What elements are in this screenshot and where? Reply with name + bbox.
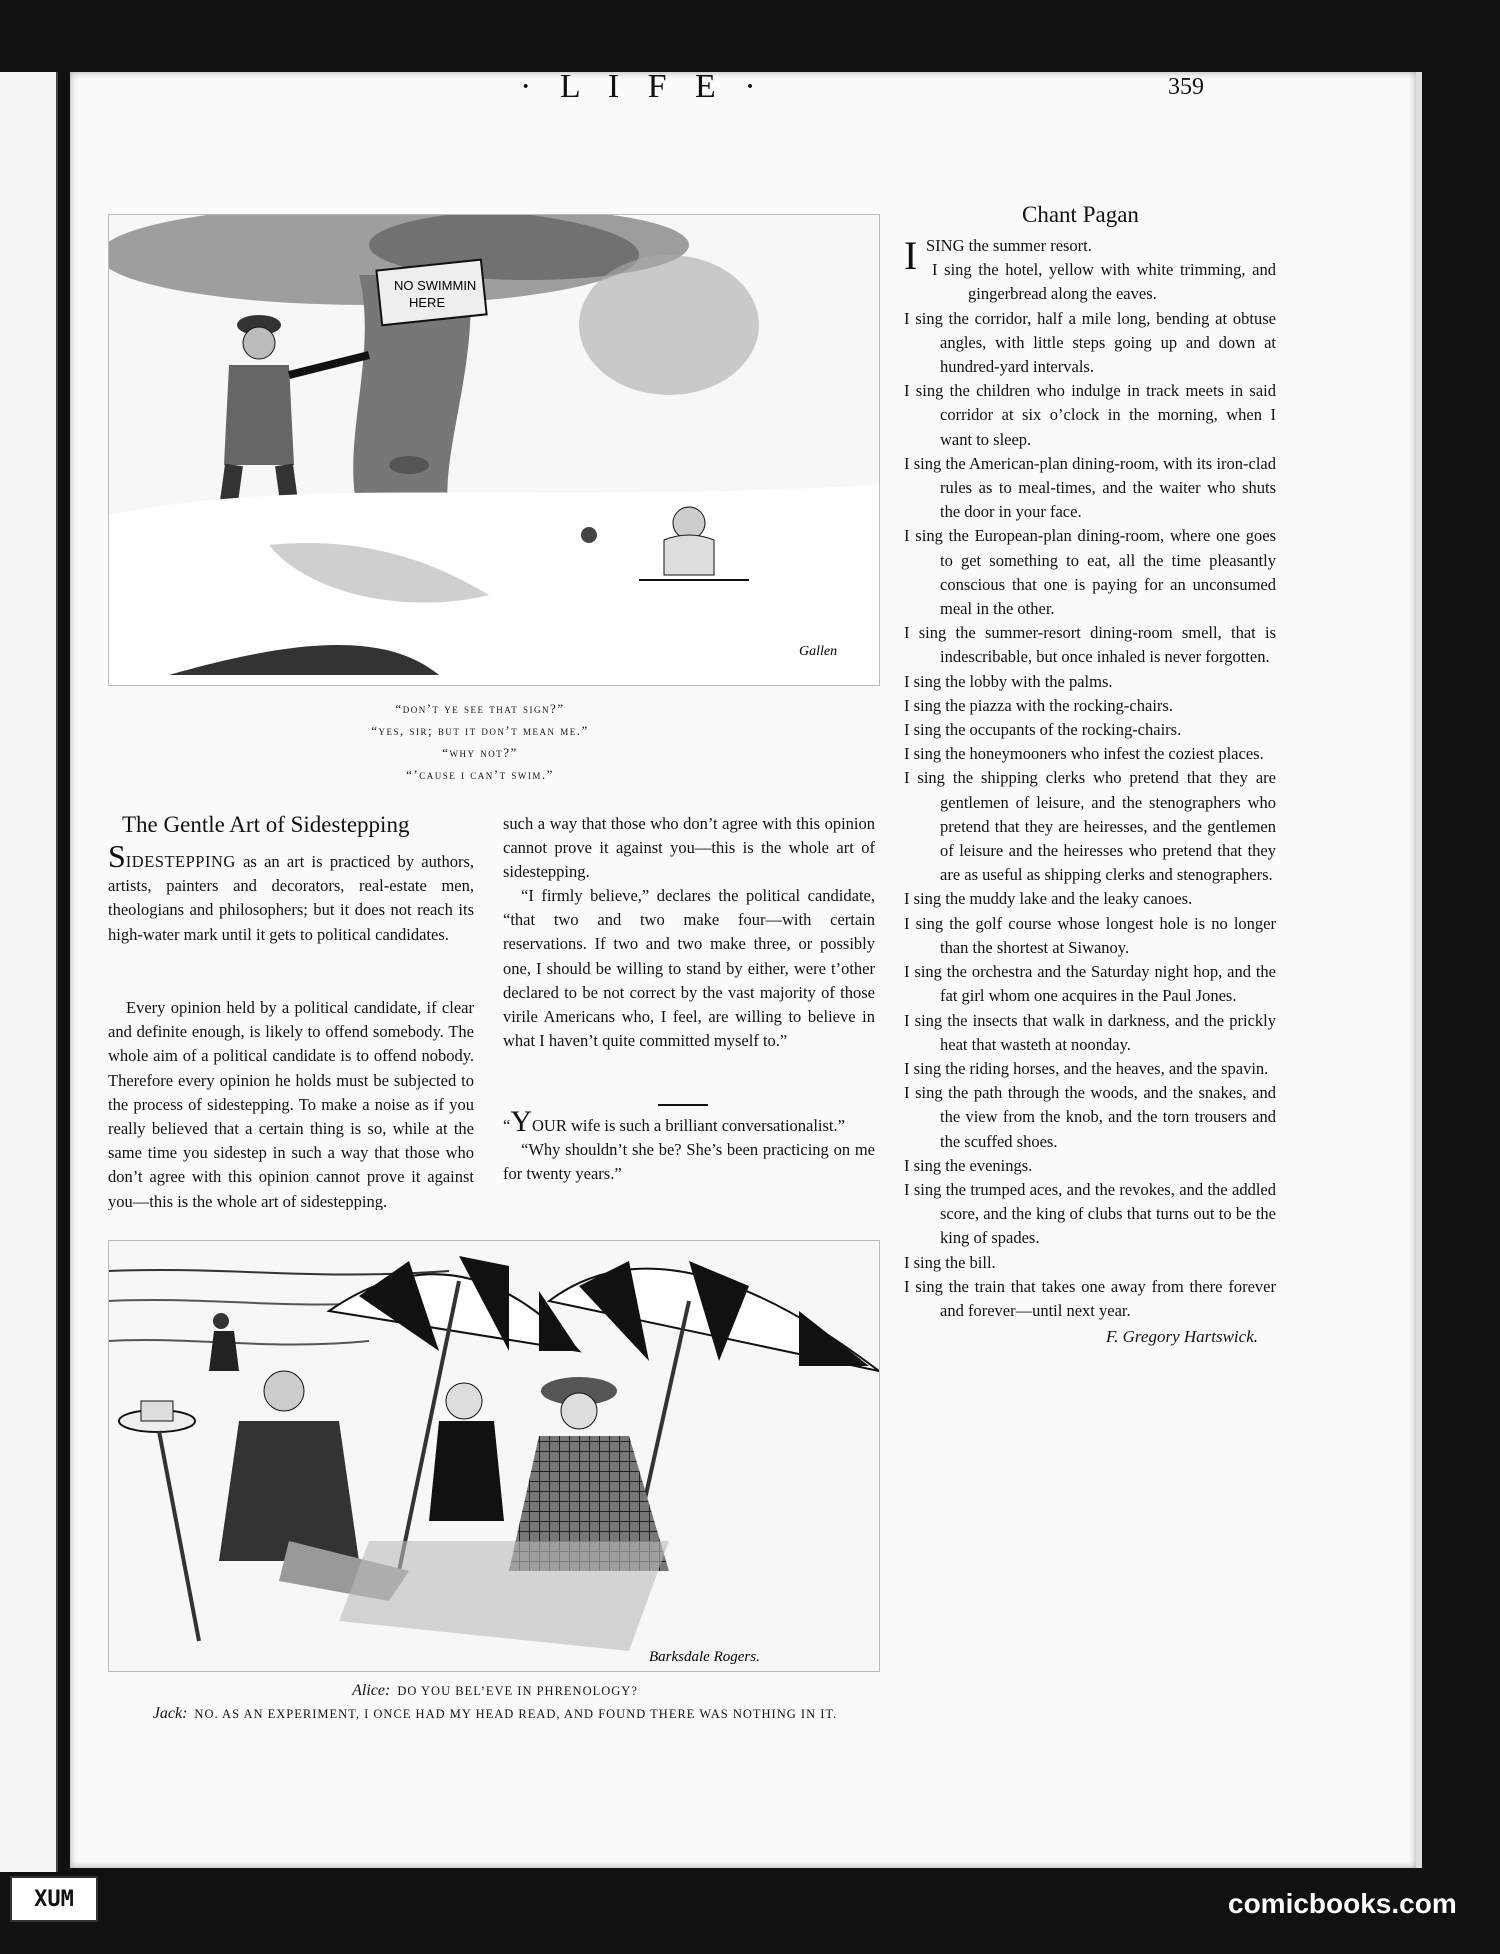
drop-cap: S [108, 838, 126, 874]
poem-lines [904, 307, 1276, 1324]
magazine-title: · L I F E · [520, 68, 766, 105]
svg-text:HERE: HERE [409, 295, 446, 310]
bottom-cartoon-caption [120, 1680, 870, 1726]
caption-line: “why not?” [442, 745, 518, 760]
poem-line: I sing the golf course whose longest hole is no longer than the shortest at Siwanoy. [904, 913, 1276, 957]
poem-line: I sing the evenings. [904, 1155, 1033, 1175]
beach-umbrella-illustration [109, 1241, 879, 1671]
caption-line-1: Alice: DO YOU BEL’EVE IN PHRENOLOGY? [352, 1682, 638, 1699]
poem-line: I sing the summer-resort dining-room smell, that is indescribable, but once inhaled is never forgotten. [904, 623, 1276, 667]
caption-line: “don’t ye see that sign?” [395, 701, 565, 716]
drop-cap: I [904, 233, 918, 278]
speaker-jack: Jack: [152, 1705, 188, 1722]
poem-line: I sing the muddy lake and the leaky canoes. [904, 889, 1193, 909]
poem-line: I sing the insects that walk in darkness, and the prickly heat that wasteth at noonday. [904, 1010, 1276, 1054]
swimming-hole-illustration [109, 215, 879, 685]
cartoon-signature: Barksdale Rogers. [649, 1649, 760, 1665]
top-cartoon [108, 214, 880, 686]
section-divider [658, 1104, 708, 1106]
article-title: The Gentle Art of Sidestepping [122, 812, 410, 837]
article-paragraph-2: Every opinion held by a political candidate, if clear and definite enough, is likely to offend somebody. The whole aim of a political candidate is to offend nobody. Therefore every opinion he holds must be subjected to the process of sidestepping. To make a noise as if you really believed that a certain thing is so, while at the same time you sidestep in such a way that those who don’t agree with this opinion cannot prove it against you—this is the whole art of sidestepping. [108, 998, 474, 1210]
sign-text: NO SWIMMIN [394, 278, 477, 293]
caption-line: “yes, sir; but it don’t mean me.” [371, 723, 589, 738]
caption-line: “’cause i can’t swim.” [406, 767, 554, 782]
poem-line: I sing the orchestra and the Saturday night hop, and the fat girl whom one acquires in the Paul Jones. [904, 962, 1276, 1006]
poem-line: I sing the corridor, half a mile long, bending at obtuse angles, with little steps going up and down at hundred-yard intervals. [904, 308, 1276, 377]
article-paragraph-2-cont: such a way that those who don’t agree with this opinion cannot prove it against you—this is the whole art of sidestepping. [503, 814, 875, 882]
poem-line: I sing the European-plan dining-room, where one goes to get something to eat, all the time pleasantly conscious that one is paying for an unconsumed meal in the other. [904, 526, 1276, 619]
poem-line: I sing the American-plan dining-room, with its iron-clad rules as to meal-times, and the waiter who shuts the door in your face. [904, 453, 1276, 522]
poem-line: I sing the shipping clerks who pretend that they are gentlemen of leisure, and the stenographers who pretend that they are heiresses, and the gentlemen of leisure and the heiresses who pretend that they are as useful as shipping clerks and stenographers. [904, 768, 1276, 885]
page-edge [1416, 72, 1422, 1868]
poem-line: I sing the lobby with the palms. [904, 671, 1113, 691]
poem-line: I sing the trumped aces, and the revokes, and the addled score, and the king of clubs that turns out to be the king of spades. [904, 1179, 1276, 1248]
article-paragraph-1: SIDESTEPPING as an art is practiced by authors, artists, painters and decorators, real-estate men, theologians and philosophers; but it does not reach its high-water mark until it gets to political candidates. [108, 838, 474, 944]
poem-author: F. Gregory Hartswick. [1105, 1327, 1258, 1347]
poem-line: I sing the train that takes one away from there forever and forever—until next year. [904, 1276, 1276, 1320]
page-number: 359 [1168, 74, 1204, 100]
poem-body [904, 234, 1276, 1349]
conversation [503, 1105, 875, 1187]
facing-page-edge [0, 72, 58, 1872]
poem-line: I sing the bill. [904, 1252, 996, 1272]
poem-title: Chant Pagan [1022, 202, 1139, 227]
top-cartoon-caption [320, 698, 640, 786]
bottom-cartoon [108, 1240, 880, 1672]
poem-line: I sing the honeymooners who infest the coziest places. [904, 744, 1264, 764]
margin-label: XUM [10, 1876, 98, 1922]
poem-line: I sing the riding horses, and the heaves, and the spavin. [904, 1058, 1269, 1078]
article-column-1 [108, 838, 474, 947]
cartoon-signature: Gallen [799, 644, 838, 659]
poem-line: I sing the occupants of the rocking-chairs. [904, 720, 1182, 740]
article-paragraph-3: “I firmly believe,” declares the political candidate, “that two and two make four—with certain reservations. If two and two make three, or possibly one, I should be willing to stand by either, were t’other declared to be not correct by the vast majority of those virile Americans who, I feel, are willing to believe in what I haven’t quite committed myself to.” [503, 886, 875, 1051]
conversation-line-2: “Why shouldn’t she be? She’s been practicing on me for twenty years.” [503, 1140, 875, 1184]
poem-opening: I SING the summer resort. I sing the hotel, yellow with white trimming, and gingerbread along the eaves. [904, 233, 1276, 304]
site-watermark: comicbooks.com [1228, 1888, 1457, 1919]
conversation-line-1: “YOUR wife is such a brilliant conversationalist.” [503, 1105, 845, 1138]
speaker-alice: Alice: [352, 1682, 391, 1699]
caption-line-2: Jack: NO. AS AN EXPERIMENT, I ONCE HAD MY HEAD READ, AND FOUND THERE WAS NOTHING IN IT. [152, 1705, 838, 1722]
poem-line: I sing the path through the woods, and the snakes, and the view from the knob, and the torn trousers and the scuffed shoes. [904, 1083, 1276, 1151]
poem-line: I sing the piazza with the rocking-chairs. [904, 695, 1173, 715]
drop-cap: Y [510, 1105, 532, 1138]
poem-line: I sing the children who indulge in track meets in said corridor at six o’clock in the morning, when I want to sleep. [904, 381, 1276, 449]
